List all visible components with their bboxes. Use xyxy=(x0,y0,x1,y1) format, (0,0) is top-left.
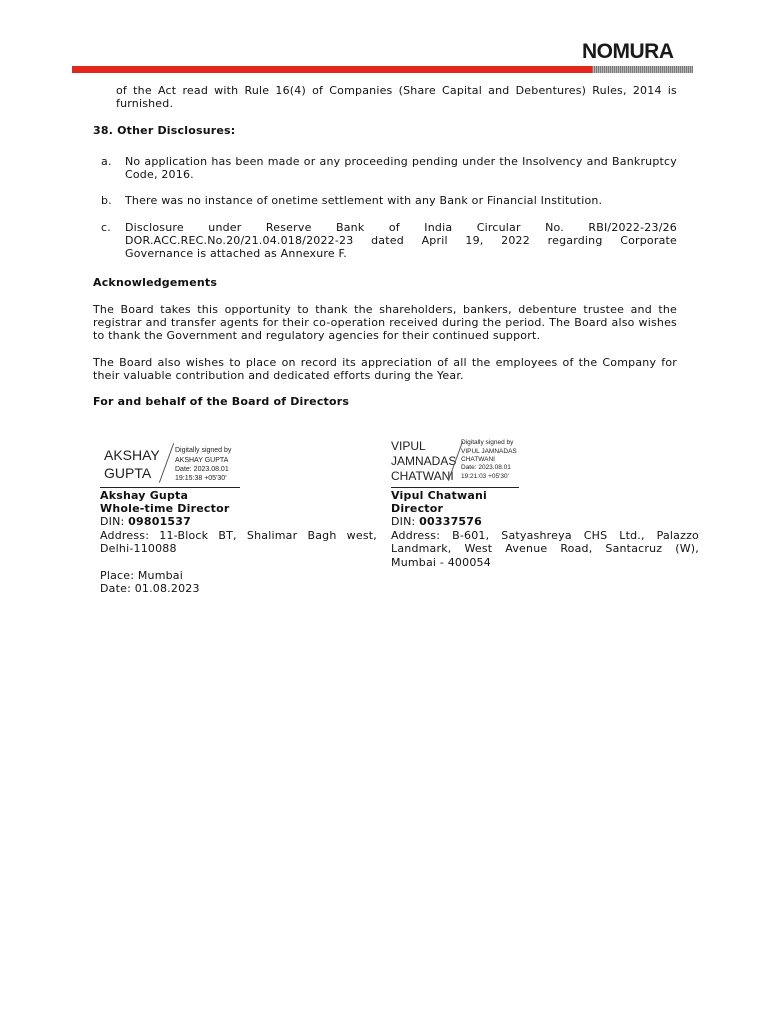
din-label: DIN: xyxy=(100,515,129,528)
signature-meta-line-4: Date: 2023.08.01 xyxy=(461,464,511,471)
signature-name-line-2: GUPTA xyxy=(104,465,152,481)
signatory-right-title: Director xyxy=(391,502,444,515)
signatory-left-address-line-2: Delhi-110088 xyxy=(100,542,177,555)
signatory-right-name: Vipul Chatwani xyxy=(391,489,487,502)
ack-para1-line-3: to thank the Government and regulatory agencies for their continued support. xyxy=(93,329,541,342)
signature-meta-line-1: Digitally signed by xyxy=(175,447,232,454)
signature-meta-line-3: Date: 2023.08.01 xyxy=(175,466,229,473)
signature-name-line-3: CHATWANI xyxy=(391,469,454,483)
signatory-right-address-line-2: Landmark, West Avenue Road, Santacruz (W), xyxy=(391,542,699,555)
signatory-right-address-line-3: Mumbai - 400054 xyxy=(391,556,491,569)
ack-para2-line-1: The Board also wishes to place on record its appreciation of all the employees of the Company for xyxy=(93,356,677,369)
signature-meta-line-1: Digitally signed by xyxy=(461,439,514,446)
signature-name-line-1: VIPUL xyxy=(391,439,426,453)
ack-para2-line-2: their valuable contribution and dedicated efforts during the Year. xyxy=(93,369,464,382)
item-a-line-1: No application has been made or any proceeding pending under the Insolvency and Bankruptcy xyxy=(125,155,677,168)
item-a-line-2: Code, 2016. xyxy=(125,168,194,181)
header-gray-bar xyxy=(592,66,693,73)
intro-line-1: of the Act read with Rule 16(4) of Companies (Share Capital and Debentures) Rules, 2014 is xyxy=(116,84,677,97)
signature-divider-icon xyxy=(159,443,174,483)
signature-meta-line-5: 19:21:03 +05'30' xyxy=(461,473,509,480)
acknowledgements-heading: Acknowledgements xyxy=(93,276,218,289)
signing-place: Place: Mumbai xyxy=(100,569,184,582)
signature-name-line-1: AKSHAY xyxy=(104,447,160,463)
signoff-heading: For and behalf of the Board of Directors xyxy=(93,395,350,408)
item-c-line-1: Disclosure under Reserve Bank of India Circular No. RBI/2022-23/26 xyxy=(125,221,677,234)
signatory-left-address-line-1: Address: 11-Block BT, Shalimar Bagh west, xyxy=(100,529,377,542)
item-b-marker: b. xyxy=(101,194,112,207)
item-c-line-2: DOR.ACC.REC.No.20/21.04.018/2022-23 dated April 19, 2022 regarding Corporate xyxy=(125,234,677,247)
intro-line-2: furnished. xyxy=(116,97,174,110)
header-red-bar xyxy=(72,66,592,73)
signature-line xyxy=(100,487,240,488)
section-38-heading: 38. Other Disclosures: xyxy=(93,124,236,137)
signature-name-line-2: JAMNADAS xyxy=(391,454,457,468)
signature-meta-line-3: CHATWANI xyxy=(461,456,495,463)
din-value: 00337576 xyxy=(419,515,482,528)
signatory-left-title: Whole-time Director xyxy=(100,502,230,515)
item-a-marker: a. xyxy=(101,155,112,168)
din-label: DIN: xyxy=(391,515,420,528)
signatory-left-din xyxy=(100,515,191,528)
signatory-right-address-line-1: Address: B-601, Satyashreya CHS Ltd., Palazzo xyxy=(391,529,699,542)
item-c-marker: c. xyxy=(101,221,111,234)
ack-para1-line-2: registrar and transfer agents for their co-operation received during the period. The Board also wishes xyxy=(93,316,677,329)
item-b-line-1: There was no instance of onetime settlement with any Bank or Financial Institution. xyxy=(125,194,603,207)
signing-date: Date: 01.08.2023 xyxy=(100,582,200,595)
signature-meta-line-2: AKSHAY GUPTA xyxy=(175,457,229,464)
signature-meta-line-2: VIPUL JAMNADAS xyxy=(461,448,517,455)
ack-para1-line-1: The Board takes this opportunity to thank the shareholders, bankers, debenture trustee and the xyxy=(93,303,677,316)
item-c-line-3: Governance is attached as Annexure F. xyxy=(125,247,348,260)
signature-line xyxy=(391,487,519,488)
signatory-right-din xyxy=(391,515,482,528)
signatory-left-name: Akshay Gupta xyxy=(100,489,189,502)
nomura-logo: NOMURA xyxy=(582,40,674,63)
signature-meta-line-4: 19:15:38 +05'30' xyxy=(175,475,227,482)
din-value: 09801537 xyxy=(128,515,191,528)
